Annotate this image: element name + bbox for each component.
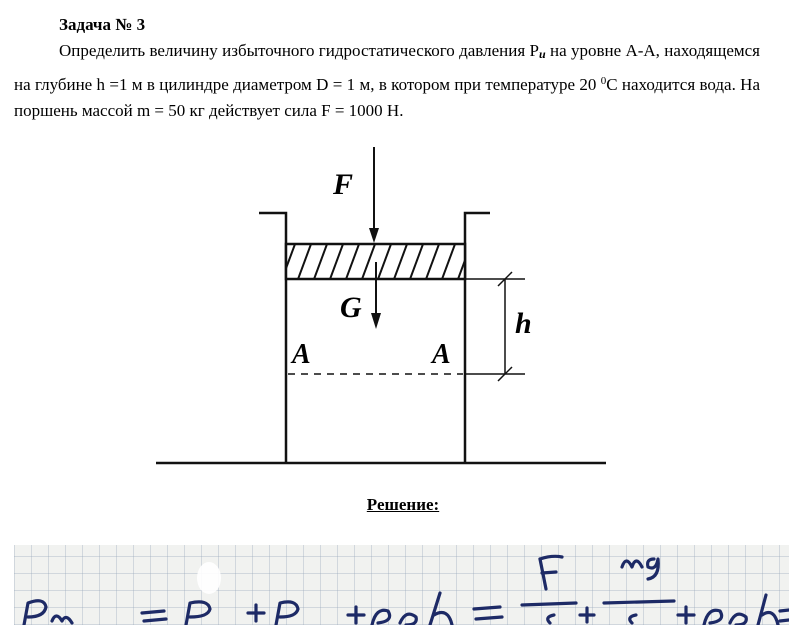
solution-heading: Решение: — [366, 495, 440, 514]
depth-label: h — [515, 307, 532, 340]
level-label-right: A — [432, 339, 451, 370]
level-label-left: A — [292, 339, 311, 370]
degree-superscript: 0 — [600, 74, 607, 87]
task-title: Задача № 3 — [59, 15, 146, 34]
gravity-label: G — [340, 291, 362, 324]
cylinder-right-wall — [465, 213, 490, 463]
statement-part-3: С находится вода. На поршень массой m = 50 кг действует сила F = 1000 Н. — [14, 74, 760, 120]
statement-part-2: на уровне А-А, находящемся на глубине h =1 м в цилиндре диаметром D = 1 м, в котором при температуре 20 — [14, 41, 760, 94]
handwritten-formula-photo — [14, 545, 789, 625]
force-label: F — [333, 168, 354, 201]
statement-part-1: Определить величину избыточного гидростатического давления P — [59, 41, 539, 60]
cylinder-left-wall — [259, 213, 286, 463]
gravity-arrow-head — [371, 313, 381, 329]
force-arrow-head — [369, 228, 379, 243]
pressure-subscript: и — [538, 47, 546, 61]
handwriting-strokes-icon — [14, 545, 789, 625]
